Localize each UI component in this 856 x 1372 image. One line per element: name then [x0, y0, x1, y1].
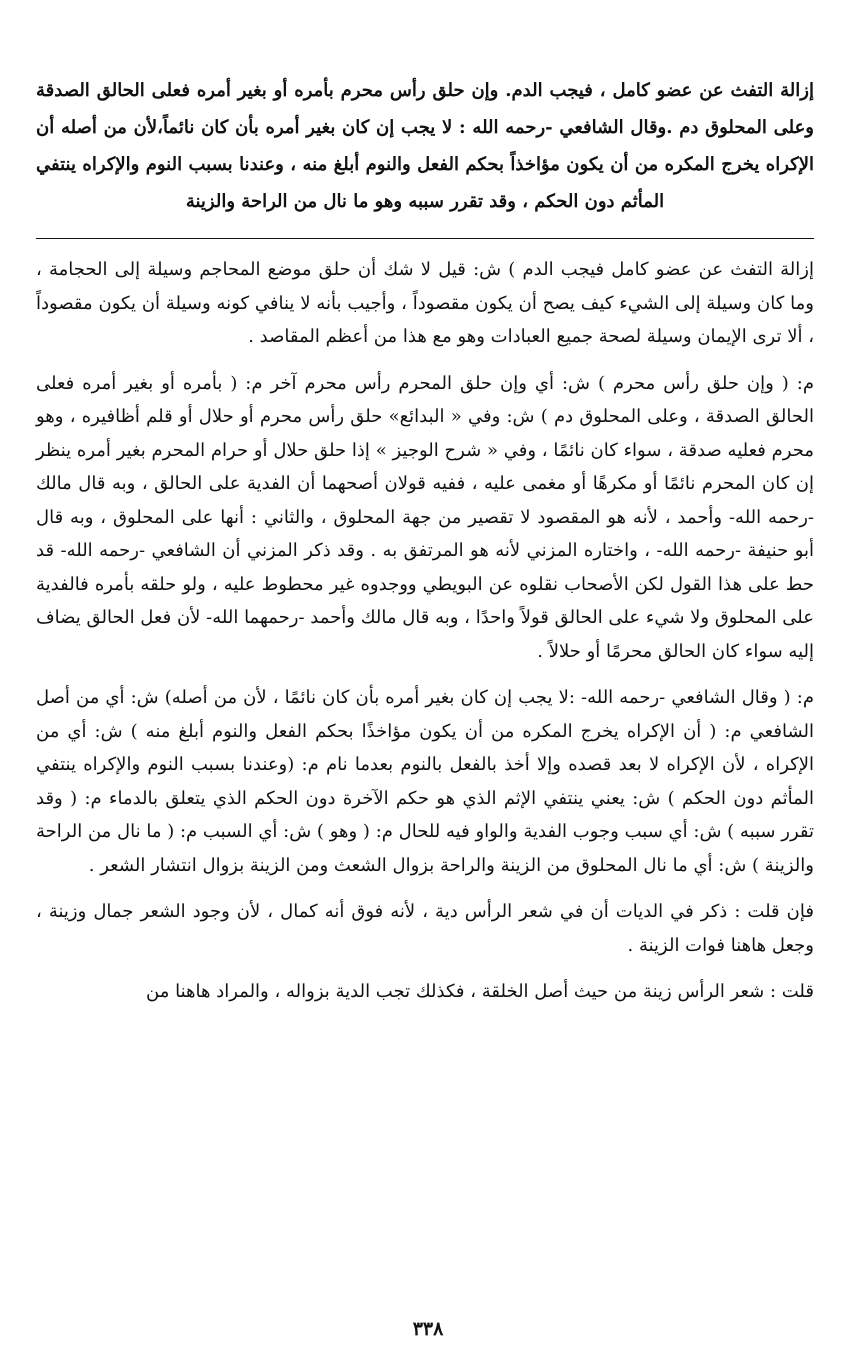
commentary-section: [36, 253, 814, 1009]
main-text-matn: إزالة التفث عن عضو كامل ، فيجب الدم. وإن حلق رأس محرم بأمره أو بغير أمره فعلى الحالق الصدقة وعلى المحلوق دم .وقال الشافعي -رحمه الله : لا يجب إن كان بغير أمره بأن كان نائماً،لأن من أصله أن الإكراه يخرج المكره من أن يكون مؤاخذاً بحكم الفعل والنوم أبلغ منه ، وعندنا بسبب النوم والإكراه ينتفي المأثم دون الحكم ، وقد تقرر سببه وهو ما نال من الراحة والزينة: [36, 80, 814, 212]
commentary-paragraph: فإن قلت : ذكر في الديات أن في شعر الرأس دية ، لأنه فوق أنه كمال ، لأن وجود الشعر جمال وزينة ، وجعل هاهنا فوات الزينة .: [36, 901, 814, 956]
commentary-paragraph: قلت : شعر الرأس زينة من حيث أصل الخلقة ، فكذلك تجب الدية بزواله ، والمراد هاهنا من: [146, 981, 814, 1002]
separator-rule: [36, 238, 814, 239]
page-number: ٣٣٨: [412, 1318, 444, 1340]
commentary-paragraph: م: ( وإن حلق رأس محرم ) ش: أي وإن حلق المحرم رأس محرم آخر م: ( بأمره أو بغير أمره فعلى الحالق الصدقة ، وعلى المحلوق دم ) ش: وفي « البدائع» حلق رأس محرم أو حلال أو قلم أظافيره ، وهو محرم فعليه صدقة ، سواء كان نائمًا ، وفي « شرح الوجيز » إذا حلق حلال أو حرام المحرم بغير أمره ينظر إن كان المحرم نائمًا أو مكرهًا أو مغمى عليه ، ففيه قولان أصحهما أن الفدية على الحالق ، وبه قال مالك -رحمه الله- وأحمد ، لأنه هو المقصود لا تقصير من جهة المحلوق ، والثاني : أنها على المحلوق ، وبه قال أبو حنيفة -رحمه الله- ، واختاره المزني لأنه هو المرتفق به . وقد ذكر المزني أن الشافعي -رحمه الله- قد حط على هذا القول لكن الأصحاب نقلوه عن البويطي ووجدوه غير محطوط عليه ، ولو حلقه بأمره فالفدية على المحلوق ولا شيء على الحالق قولاً واحدًا ، وبه قال مالك وأحمد -رحمهما الله- لأن فعل الحالق يضاف إليه سواء كان الحالق محرمًا أو حلالاً .: [36, 372, 814, 662]
commentary-paragraph: إزالة التفث عن عضو كامل فيجب الدم ) ش: قيل لا شك أن حلق موضع المحاجم وسيلة إلى الحجامة ، وما كان وسيلة إلى الشيء كيف يصح أن يكون مقصوداً ، وأجيب بأنه لا ينافي كونه وسيلة أن يكون مقصوداً ، ألا ترى الإيمان وسيلة لصحة جميع العبادات وهو مع هذا من أعظم المقاصد .: [36, 259, 814, 347]
commentary-paragraph: م: ( وقال الشافعي -رحمه الله- :لا يجب إن كان بغير أمره بأن كان نائمًا ، لأن من أصله) ش: أي من أصل الشافعي م: ( أن الإكراه يخرج المكره من أن يكون مؤاخذًا بحكم الفعل والنوم أبلغ منه ) ش: أي من الإكراه ، لأن الإكراه لا بعد قصده وإلا أخذ بالفعل بالنوم بعدما نام م: (وعندنا بسبب النوم والإكراه ينتفي المأثم دون الحكم ) ش: يعني ينتفي الإثم الذي هو حكم الآخرة دون الحكم الذي يتعلق بالدماء م: ( وقد تقرر سببه ) ش: أي سبب وجوب الفدية والواو فيه للحال م: ( وهو ) ش: أي السبب م: ( ما نال من الراحة والزينة ) ش: أي ما نال المحلوق من الزينة والراحة بزوال الشعث ومن الزينة بزوال انتشار الشعر .: [36, 687, 814, 876]
